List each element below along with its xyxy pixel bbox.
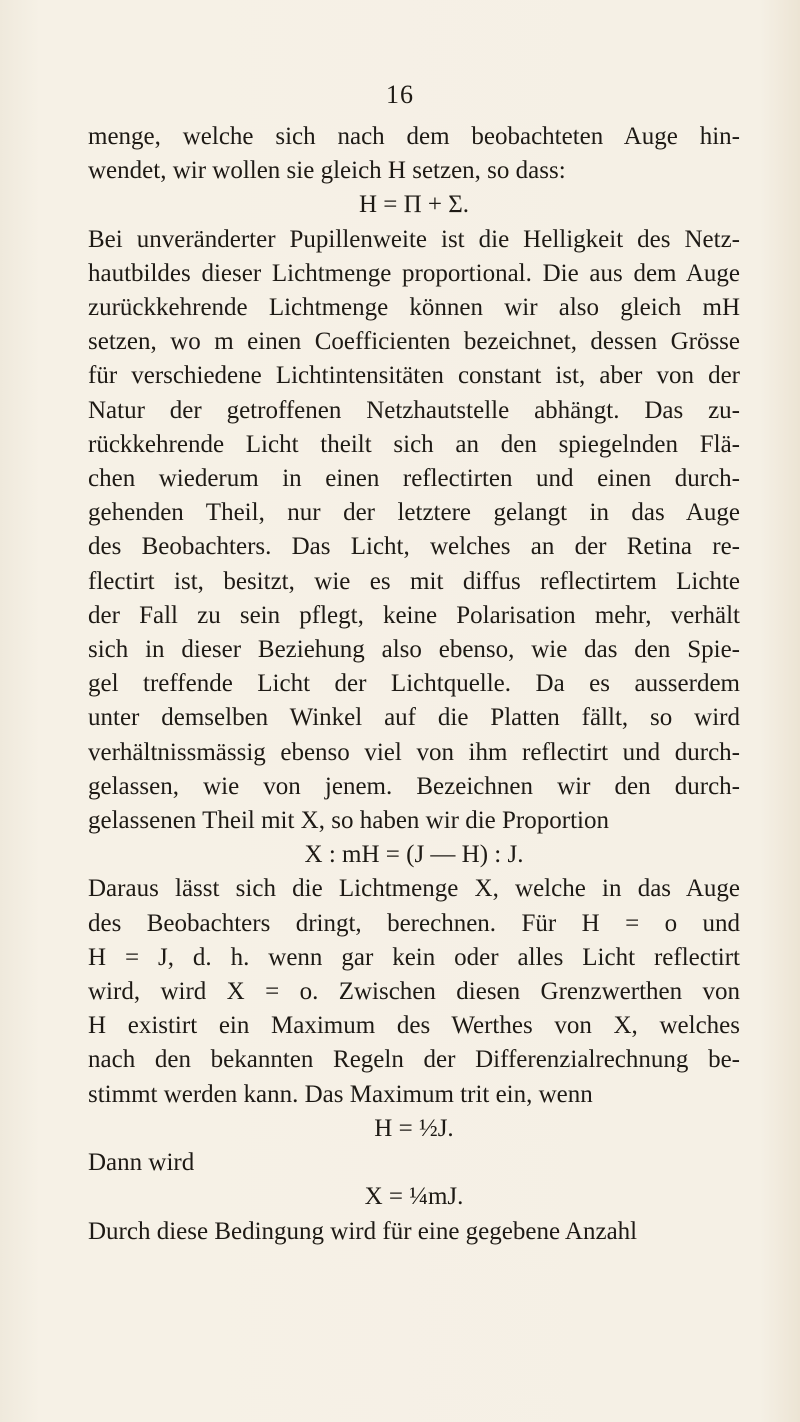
text-line: gelassenen Theil mit X, so haben wir die Proportion	[88, 807, 609, 835]
text-line: gehenden Theil, nur der letztere gelangt in das Auge	[88, 499, 740, 527]
text-line: für verschiedene Lichtintensitäten constant ist, aber von der	[88, 362, 740, 390]
text-line: gel treffende Licht der Lichtquelle. Da es ausserdem	[88, 670, 740, 698]
text-line: wird, wird X = o. Zwischen diesen Grenzwerthen von	[88, 978, 740, 1006]
text-line: verhältnissmässig ebenso viel von ihm reflectirt und durch-	[88, 738, 740, 766]
text-line: gelassen, wie von jenem. Bezeichnen wir den durch-	[88, 772, 740, 800]
formula-line: H = ½J.	[374, 1114, 454, 1142]
text-line: rückkehrende Licht theilt sich an den spiegelnden Flä-	[88, 430, 740, 458]
text-line: Natur der getroffenen Netzhautstelle abhängt. Das zu-	[88, 396, 740, 424]
text-line: hautbildes dieser Lichtmenge proportional. Die aus dem Auge	[88, 259, 740, 287]
text-line: stimmt werden kann. Das Maximum trit ein, wenn	[88, 1080, 593, 1108]
text-line: Durch diese Bedingung wird für eine gegebene Anzahl	[88, 1217, 638, 1245]
text-line: nach den bekannten Regeln der Differenzialrechnung be-	[88, 1046, 740, 1074]
body-text	[88, 120, 740, 1249]
text-line: wendet, wir wollen sie gleich H setzen, so dass:	[88, 157, 566, 185]
text-line: chen wiederum in einen reflectirten und einen durch-	[88, 465, 740, 493]
text-line: Bei unveränderter Pupillenweite ist die Helligkeit des Netz-	[88, 225, 740, 253]
text-line: unter demselben Winkel auf die Platten fällt, so wird	[88, 704, 740, 732]
formula-line: X = ¼mJ.	[364, 1183, 464, 1211]
text-line: H = J, d. h. wenn gar kein oder alles Licht reflectirt	[88, 943, 740, 971]
text-line: setzen, wo m einen Coefficienten bezeichnet, dessen Grösse	[88, 328, 740, 356]
text-line: zurückkehrende Lichtmenge können wir also gleich mH	[88, 294, 740, 322]
text-line: Daraus lässt sich die Lichtmenge X, welche in das Auge	[88, 875, 740, 903]
text-line: Dann wird	[88, 1149, 195, 1177]
page-number: 16	[386, 80, 414, 109]
text-line: flectirt ist, besitzt, wie es mit diffus reflectirtem Lichte	[88, 567, 740, 595]
text-line: der Fall zu sein pflegt, keine Polarisation mehr, verhält	[88, 601, 740, 629]
text-line: menge, welche sich nach dem beobachteten Auge hin-	[88, 123, 740, 150]
text-line: H existirt ein Maximum des Werthes von X, welches	[88, 1012, 740, 1040]
text-line: des Beobachters. Das Licht, welches an der Retina re-	[88, 533, 740, 561]
formula-line: X : mH = (J — H) : J.	[304, 841, 524, 869]
text-line: des Beobachters dringt, berechnen. Für H = o und	[88, 909, 740, 937]
formula-line: H = Π + Σ.	[358, 191, 470, 219]
text-line: sich in dieser Beziehung also ebenso, wie das den Spie-	[88, 636, 740, 664]
